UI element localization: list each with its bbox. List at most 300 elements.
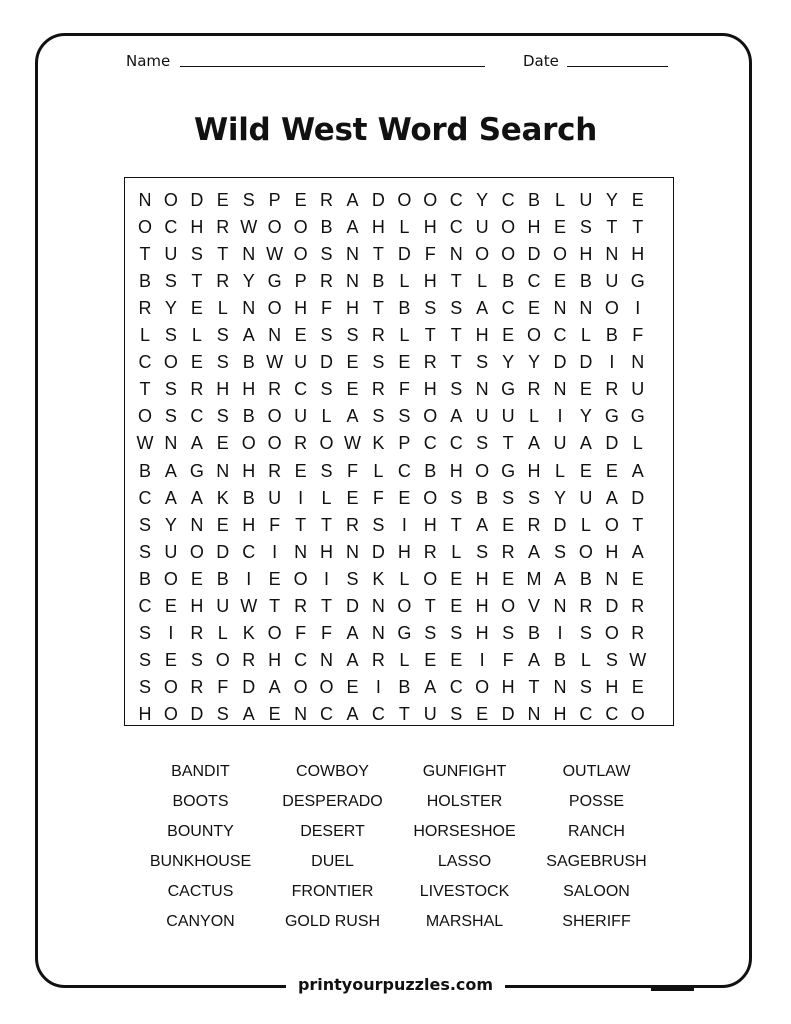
grid-letter[interactable]: O	[423, 568, 438, 589]
grid-letter[interactable]: U	[164, 541, 178, 562]
grid-letter[interactable]: S	[138, 622, 151, 643]
grid-letter[interactable]: A	[164, 487, 177, 508]
grid-letter[interactable]: T	[450, 514, 462, 535]
grid-letter[interactable]: R	[501, 541, 515, 562]
grid-letter[interactable]: B	[398, 298, 411, 319]
grid-letter[interactable]: O	[215, 649, 230, 670]
grid-letter[interactable]: R	[605, 379, 619, 400]
grid-letter[interactable]: N	[371, 622, 385, 643]
grid-letter[interactable]: N	[164, 433, 178, 454]
grid-letter[interactable]: O	[137, 217, 152, 238]
grid-letter[interactable]: D	[579, 352, 593, 373]
grid-letter[interactable]: B	[242, 352, 255, 373]
grid-letter[interactable]: O	[423, 406, 438, 427]
grid-letter[interactable]: O	[578, 541, 593, 562]
grid-letter[interactable]: R	[423, 541, 437, 562]
grid-letter[interactable]: O	[397, 190, 412, 210]
grid-letter[interactable]: A	[346, 703, 359, 724]
grid-letter[interactable]: T	[398, 703, 410, 724]
grid-letter[interactable]: E	[294, 460, 307, 481]
grid-letter[interactable]: N	[138, 190, 152, 210]
grid-letter[interactable]: G	[397, 622, 412, 643]
grid-letter[interactable]: C	[371, 703, 385, 724]
grid-letter[interactable]: H	[423, 379, 437, 400]
grid-letter[interactable]: H	[475, 595, 489, 616]
grid-letter[interactable]: S	[242, 190, 255, 210]
grid-letter[interactable]: I	[401, 514, 407, 535]
grid-letter[interactable]: E	[346, 352, 359, 373]
grid-letter[interactable]: C	[527, 271, 541, 292]
grid-letter[interactable]: S	[528, 487, 541, 508]
grid-letter[interactable]: B	[242, 406, 255, 427]
grid-letter[interactable]: C	[138, 352, 152, 373]
grid-letter[interactable]: L	[554, 190, 565, 210]
grid-letter[interactable]: B	[398, 676, 411, 697]
grid-letter[interactable]: H	[527, 217, 541, 238]
grid-letter[interactable]: K	[372, 433, 385, 454]
grid-letter[interactable]: E	[450, 649, 463, 670]
grid-letter[interactable]: N	[242, 244, 256, 265]
grid-letter[interactable]: N	[605, 244, 619, 265]
grid-letter[interactable]: T	[372, 244, 384, 265]
grid-letter[interactable]: B	[528, 622, 541, 643]
grid-letter[interactable]: L	[477, 271, 488, 292]
grid-letter[interactable]: E	[579, 379, 592, 400]
grid-letter[interactable]: C	[423, 433, 437, 454]
grid-letter[interactable]: E	[294, 190, 307, 210]
grid-letter[interactable]: E	[346, 676, 359, 697]
grid-letter[interactable]: S	[216, 703, 229, 724]
grid-letter[interactable]: A	[631, 541, 644, 562]
grid-letter[interactable]: S	[138, 676, 151, 697]
grid-letter[interactable]: A	[242, 703, 255, 724]
grid-letter[interactable]: O	[293, 244, 308, 265]
grid-letter[interactable]: R	[371, 379, 385, 400]
grid-letter[interactable]: S	[424, 298, 437, 319]
grid-letter[interactable]: F	[321, 622, 333, 643]
grid-letter[interactable]: R	[138, 298, 152, 319]
grid-letter[interactable]: L	[529, 406, 540, 427]
grid-letter[interactable]: E	[268, 568, 281, 589]
grid-letter[interactable]: B	[372, 271, 385, 292]
grid-letter[interactable]: W	[240, 217, 258, 238]
grid-letter[interactable]: L	[554, 460, 565, 481]
grid-letter[interactable]: N	[631, 352, 645, 373]
grid-letter[interactable]: E	[476, 703, 489, 724]
grid-letter[interactable]: D	[631, 487, 645, 508]
grid-letter[interactable]: A	[346, 217, 359, 238]
grid-letter[interactable]: E	[398, 352, 411, 373]
grid-letter[interactable]: R	[268, 379, 282, 400]
grid-letter[interactable]: O	[241, 433, 256, 454]
grid-letter[interactable]: S	[190, 649, 203, 670]
grid-letter[interactable]: R	[527, 514, 541, 535]
grid-letter[interactable]: U	[164, 244, 178, 265]
grid-letter[interactable]: H	[605, 676, 619, 697]
grid-letter[interactable]: S	[164, 379, 177, 400]
grid-letter[interactable]: T	[528, 676, 540, 697]
grid-letter[interactable]: I	[635, 298, 641, 319]
grid-letter[interactable]: C	[138, 595, 152, 616]
grid-letter[interactable]: C	[553, 325, 567, 346]
grid-letter[interactable]: S	[216, 406, 229, 427]
grid-letter[interactable]: A	[605, 487, 618, 508]
grid-letter[interactable]: S	[502, 622, 515, 643]
grid-letter[interactable]: E	[631, 568, 644, 589]
grid-letter[interactable]: S	[450, 379, 463, 400]
grid-letter[interactable]: E	[216, 190, 229, 210]
grid-letter[interactable]: T	[217, 244, 229, 265]
grid-letter[interactable]: E	[294, 325, 307, 346]
grid-letter[interactable]: R	[216, 271, 230, 292]
grid-letter[interactable]: I	[609, 352, 615, 373]
grid-letter[interactable]: I	[557, 622, 563, 643]
grid-letter[interactable]: C	[449, 433, 463, 454]
grid-letter[interactable]: A	[553, 568, 566, 589]
grid-letter[interactable]: R	[294, 595, 308, 616]
grid-letter[interactable]: T	[321, 514, 333, 535]
grid-letter[interactable]: H	[475, 622, 489, 643]
grid-letter[interactable]: L	[217, 622, 228, 643]
grid-letter[interactable]: E	[502, 514, 515, 535]
grid-letter[interactable]: W	[266, 352, 284, 373]
grid-letter[interactable]: F	[269, 514, 281, 535]
grid-letter[interactable]: S	[553, 541, 566, 562]
grid-letter[interactable]: C	[242, 541, 256, 562]
grid-letter[interactable]: H	[605, 541, 619, 562]
grid-letter[interactable]: I	[272, 541, 278, 562]
grid-letter[interactable]: O	[163, 568, 178, 589]
grid-letter[interactable]: E	[579, 460, 592, 481]
grid-letter[interactable]: N	[345, 244, 359, 265]
grid-letter[interactable]: N	[294, 703, 308, 724]
grid-letter[interactable]: D	[605, 595, 619, 616]
grid-letter[interactable]: G	[501, 460, 516, 481]
grid-letter[interactable]: O	[267, 433, 282, 454]
grid-letter[interactable]: Y	[164, 298, 177, 319]
grid-letter[interactable]: E	[502, 568, 515, 589]
grid-letter[interactable]: D	[371, 541, 385, 562]
grid-letter[interactable]: N	[320, 649, 334, 670]
grid-letter[interactable]: C	[397, 460, 411, 481]
grid-letter[interactable]: S	[450, 622, 463, 643]
grid-letter[interactable]: L	[399, 568, 410, 589]
grid-letter[interactable]: R	[294, 433, 308, 454]
grid-letter[interactable]: O	[423, 190, 438, 210]
grid-letter[interactable]: R	[190, 379, 204, 400]
grid-letter[interactable]: W	[240, 595, 258, 616]
grid-letter[interactable]: I	[298, 487, 304, 508]
grid-letter[interactable]: N	[553, 379, 567, 400]
grid-letter[interactable]: O	[293, 568, 308, 589]
grid-letter[interactable]: L	[321, 406, 332, 427]
grid-letter[interactable]: H	[423, 514, 437, 535]
grid-letter[interactable]: A	[424, 676, 437, 697]
grid-letter[interactable]: T	[502, 433, 514, 454]
grid-letter[interactable]: O	[604, 298, 619, 319]
grid-letter[interactable]: B	[579, 568, 592, 589]
grid-letter[interactable]: R	[190, 622, 204, 643]
grid-letter[interactable]: R	[371, 649, 385, 670]
grid-letter[interactable]: H	[475, 325, 489, 346]
grid-letter[interactable]: G	[501, 379, 516, 400]
grid-letter[interactable]: S	[579, 217, 592, 238]
grid-letter[interactable]: B	[242, 487, 255, 508]
grid-letter[interactable]: U	[294, 352, 308, 373]
grid-letter[interactable]: O	[267, 622, 282, 643]
grid-letter[interactable]: B	[138, 271, 151, 292]
grid-letter[interactable]: U	[423, 703, 437, 724]
grid-letter[interactable]: D	[190, 190, 204, 210]
grid-letter[interactable]: H	[579, 244, 593, 265]
grid-letter[interactable]: A	[190, 433, 203, 454]
grid-letter[interactable]: T	[269, 595, 281, 616]
grid-letter[interactable]: O	[267, 298, 282, 319]
grid-letter[interactable]: D	[320, 352, 334, 373]
grid-letter[interactable]: B	[502, 271, 515, 292]
grid-letter[interactable]: H	[242, 514, 256, 535]
grid-letter[interactable]: O	[423, 487, 438, 508]
grid-letter[interactable]: F	[632, 325, 644, 346]
grid-letter[interactable]: T	[321, 595, 333, 616]
grid-letter[interactable]: U	[294, 406, 308, 427]
grid-letter[interactable]: L	[580, 649, 591, 670]
grid-letter[interactable]: H	[397, 541, 411, 562]
grid-letter[interactable]: K	[372, 568, 385, 589]
grid-letter[interactable]: H	[294, 298, 308, 319]
grid-letter[interactable]: T	[295, 514, 307, 535]
grid-letter[interactable]: P	[398, 433, 411, 454]
grid-letter[interactable]: U	[631, 379, 645, 400]
grid-letter[interactable]: U	[475, 406, 489, 427]
grid-letter[interactable]: M	[526, 568, 542, 589]
grid-letter[interactable]: N	[345, 541, 359, 562]
grid-letter[interactable]: W	[343, 433, 361, 454]
grid-letter[interactable]: R	[371, 325, 385, 346]
grid-letter[interactable]: S	[450, 703, 463, 724]
grid-letter[interactable]: N	[371, 595, 385, 616]
grid-letter[interactable]: E	[164, 595, 177, 616]
grid-letter[interactable]: N	[345, 271, 359, 292]
grid-letter[interactable]: G	[630, 406, 645, 427]
grid-letter[interactable]: N	[242, 298, 256, 319]
grid-letter[interactable]: A	[164, 460, 177, 481]
grid-letter[interactable]: Y	[502, 352, 515, 373]
grid-letter[interactable]: H	[190, 217, 204, 238]
grid-letter[interactable]: D	[501, 703, 515, 724]
grid-letter[interactable]: F	[217, 676, 229, 697]
grid-letter[interactable]: O	[163, 676, 178, 697]
grid-letter[interactable]: B	[579, 271, 592, 292]
grid-letter[interactable]: N	[527, 703, 541, 724]
grid-letter[interactable]: H	[190, 595, 204, 616]
grid-letter[interactable]: S	[476, 352, 489, 373]
grid-letter[interactable]: F	[398, 379, 410, 400]
grid-letter[interactable]: O	[501, 244, 516, 265]
grid-letter[interactable]: D	[397, 244, 411, 265]
grid-letter[interactable]: H	[216, 379, 230, 400]
grid-letter[interactable]: T	[191, 271, 203, 292]
grid-letter[interactable]: L	[217, 298, 228, 319]
grid-letter[interactable]: L	[451, 541, 462, 562]
grid-letter[interactable]: C	[294, 649, 308, 670]
grid-letter[interactable]: N	[605, 568, 619, 589]
grid-letter[interactable]: D	[345, 595, 359, 616]
grid-letter[interactable]: R	[527, 379, 541, 400]
grid-letter[interactable]: Y	[242, 271, 255, 292]
grid-letter[interactable]: O	[604, 514, 619, 535]
grid-letter[interactable]: D	[371, 190, 385, 210]
grid-letter[interactable]: N	[553, 676, 567, 697]
grid-letter[interactable]: T	[632, 217, 644, 238]
grid-letter[interactable]: T	[450, 325, 462, 346]
grid-letter[interactable]: S	[450, 487, 463, 508]
grid-letter[interactable]: O	[319, 676, 334, 697]
grid-letter[interactable]: O	[397, 595, 412, 616]
grid-letter[interactable]: G	[604, 406, 619, 427]
grid-letter[interactable]: I	[246, 568, 252, 589]
grid-letter[interactable]: S	[424, 622, 437, 643]
grid-letter[interactable]: C	[138, 487, 152, 508]
grid-letter[interactable]: E	[216, 433, 229, 454]
grid-letter[interactable]: N	[449, 244, 463, 265]
grid-letter[interactable]: T	[372, 298, 384, 319]
grid-letter[interactable]: V	[528, 595, 541, 616]
grid-letter[interactable]: S	[579, 676, 592, 697]
name-line[interactable]	[180, 66, 485, 67]
grid-letter[interactable]: A	[476, 298, 489, 319]
grid-letter[interactable]: O	[630, 703, 645, 724]
grid-letter[interactable]: L	[580, 325, 591, 346]
grid-letter[interactable]: O	[319, 433, 334, 454]
grid-letter[interactable]: T	[424, 595, 436, 616]
grid-letter[interactable]: H	[242, 460, 256, 481]
grid-letter[interactable]: B	[216, 568, 229, 589]
grid-letter[interactable]: R	[242, 649, 256, 670]
grid-letter[interactable]: S	[476, 433, 489, 454]
grid-letter[interactable]: L	[373, 460, 384, 481]
grid-letter[interactable]: E	[164, 649, 177, 670]
grid-letter[interactable]: R	[268, 460, 282, 481]
grid-letter[interactable]: S	[579, 622, 592, 643]
grid-letter[interactable]: S	[372, 352, 385, 373]
grid-letter[interactable]: N	[553, 595, 567, 616]
grid-letter[interactable]: Y	[553, 487, 566, 508]
grid-letter[interactable]: B	[138, 460, 151, 481]
grid-letter[interactable]: R	[631, 622, 645, 643]
grid-letter[interactable]: U	[579, 487, 593, 508]
grid-letter[interactable]: W	[629, 649, 647, 670]
grid-letter[interactable]: D	[553, 514, 567, 535]
grid-letter[interactable]: R	[345, 514, 359, 535]
grid-letter[interactable]: I	[375, 676, 381, 697]
grid-letter[interactable]: R	[190, 676, 204, 697]
grid-letter[interactable]: T	[450, 271, 462, 292]
grid-letter[interactable]: C	[164, 217, 178, 238]
grid-letter[interactable]: L	[321, 487, 332, 508]
grid-letter[interactable]: E	[450, 595, 463, 616]
grid-letter[interactable]: O	[189, 541, 204, 562]
grid-letter[interactable]: F	[502, 649, 514, 670]
grid-letter[interactable]: A	[476, 514, 489, 535]
grid-letter[interactable]: S	[398, 406, 411, 427]
grid-letter[interactable]: S	[320, 379, 333, 400]
grid-letter[interactable]: E	[268, 703, 281, 724]
grid-letter[interactable]: C	[501, 190, 515, 210]
grid-letter[interactable]: Y	[476, 190, 489, 210]
grid-letter[interactable]: O	[552, 244, 567, 265]
grid-letter[interactable]: R	[579, 595, 593, 616]
grid-letter[interactable]: H	[631, 244, 645, 265]
grid-letter[interactable]: E	[553, 217, 566, 238]
grid-letter[interactable]: N	[190, 514, 204, 535]
grid-letter[interactable]: O	[475, 244, 490, 265]
grid-letter[interactable]: B	[605, 325, 618, 346]
grid-letter[interactable]: L	[632, 433, 643, 454]
grid-letter[interactable]: L	[139, 325, 150, 346]
grid-letter[interactable]: T	[450, 352, 462, 373]
grid-letter[interactable]: F	[346, 460, 358, 481]
grid-letter[interactable]: U	[268, 487, 282, 508]
grid-letter[interactable]: B	[528, 190, 541, 210]
grid-letter[interactable]: R	[631, 595, 645, 616]
grid-letter[interactable]: U	[553, 433, 567, 454]
grid-letter[interactable]: S	[164, 271, 177, 292]
grid-letter[interactable]: H	[423, 217, 437, 238]
grid-letter[interactable]: Y	[605, 190, 618, 210]
grid-letter[interactable]: N	[579, 298, 593, 319]
grid-letter[interactable]: E	[190, 352, 203, 373]
grid-letter[interactable]: T	[632, 514, 644, 535]
grid-letter[interactable]: S	[138, 541, 151, 562]
grid-letter[interactable]: A	[579, 433, 592, 454]
grid-letter[interactable]: E	[398, 487, 411, 508]
grid-letter[interactable]: A	[346, 406, 359, 427]
grid-letter[interactable]: D	[553, 352, 567, 373]
grid-letter[interactable]: H	[475, 568, 489, 589]
grid-letter[interactable]: H	[320, 541, 334, 562]
grid-letter[interactable]: O	[475, 460, 490, 481]
grid-letter[interactable]: T	[424, 325, 436, 346]
grid-letter[interactable]: D	[527, 244, 541, 265]
grid-letter[interactable]: S	[320, 244, 333, 265]
grid-letter[interactable]: O	[501, 595, 516, 616]
grid-letter[interactable]: B	[476, 487, 489, 508]
grid-letter[interactable]: O	[475, 676, 490, 697]
grid-letter[interactable]: A	[268, 676, 281, 697]
grid-letter[interactable]: A	[631, 460, 644, 481]
grid-letter[interactable]: H	[242, 379, 256, 400]
grid-letter[interactable]: S	[216, 352, 229, 373]
grid-letter[interactable]: H	[268, 649, 282, 670]
grid-letter[interactable]: L	[399, 325, 410, 346]
grid-letter[interactable]: R	[216, 217, 230, 238]
grid-letter[interactable]: I	[557, 406, 563, 427]
grid-letter[interactable]: C	[320, 703, 334, 724]
grid-letter[interactable]: H	[527, 460, 541, 481]
grid-letter[interactable]: U	[216, 595, 230, 616]
grid-letter[interactable]: H	[449, 460, 463, 481]
grid-letter[interactable]: O	[293, 676, 308, 697]
grid-letter[interactable]: C	[579, 703, 593, 724]
grid-letter[interactable]: S	[605, 649, 618, 670]
grid-letter[interactable]: F	[321, 298, 333, 319]
grid-letter[interactable]: S	[372, 406, 385, 427]
grid-letter[interactable]: W	[136, 433, 154, 454]
grid-letter[interactable]: O	[137, 406, 152, 427]
grid-letter[interactable]: E	[346, 379, 359, 400]
grid-letter[interactable]: U	[475, 217, 489, 238]
